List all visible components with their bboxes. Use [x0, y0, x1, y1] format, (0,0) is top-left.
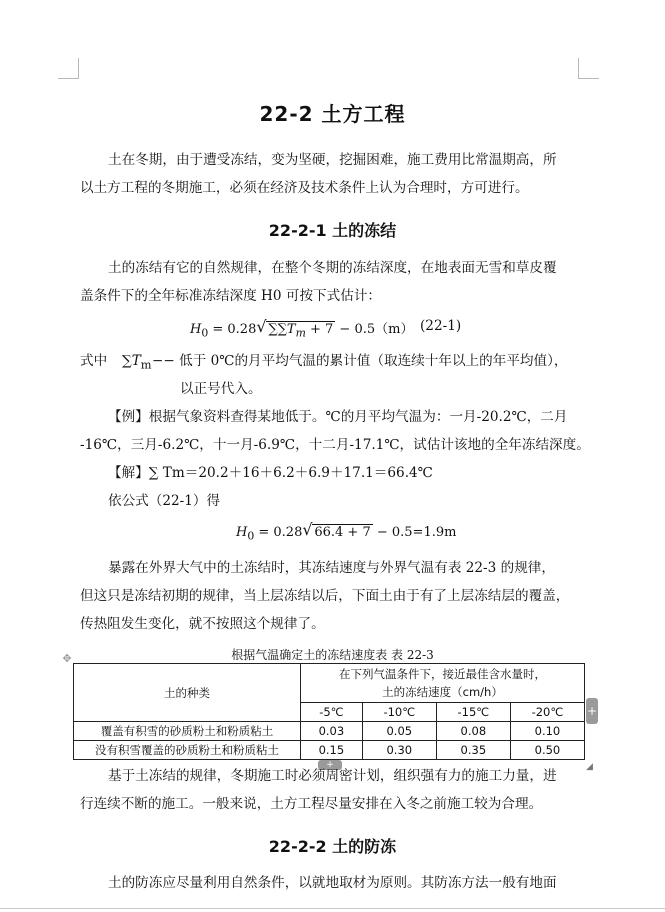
formula-number: (22-1) — [420, 318, 462, 334]
sec1-para2-line-2: 但这只是冻结初期的规律，当上层冻结以后，下面土由于有了上层冻结层的覆盖， — [80, 588, 570, 604]
where-description-2: 以正号代入。 — [180, 381, 262, 397]
sec1-para2-line-1: 暴露在外界大气中的土冻结时，其冻结速度与外界气温有表 22-3 的规律， — [108, 560, 555, 576]
table-cell-soil: 没有积雪覆盖的砂质粉土和粉质粘土 — [74, 741, 301, 760]
table-row — [74, 741, 585, 760]
section-heading-2: 22-2-2 土的防冻 — [268, 837, 397, 856]
table-cell: 0.08 — [436, 722, 510, 741]
table-cell: 0.15 — [301, 741, 363, 760]
table-header-group: 在下列气温条件下，接近最佳含水量时， 土的冻结速度（cm/h） — [301, 664, 585, 703]
section-heading-1: 22-2-1 土的冻结 — [268, 221, 397, 240]
example-line-2: -16℃，三月-6.2℃，十一月-6.9℃，十二月-17.1℃，试估计该地的全年冻结深度。 — [80, 437, 590, 453]
table-row — [74, 722, 585, 741]
freeze-speed-table — [73, 663, 585, 760]
formula-22-1: $H_0 = 0.28√$ $\sum\sum T_m + 7 - 0.5(m)$ — [190, 318, 413, 340]
crop-mark-top-left — [58, 58, 79, 79]
table-header-temp: -10℃ — [362, 703, 436, 722]
by-formula-line: 依公式（22-1）得 — [108, 493, 221, 509]
table-cell-soil: 覆盖有积雪的砂质粉土和粉质粘土 — [74, 722, 301, 741]
table-cell: 0.10 — [510, 722, 584, 741]
formula-result: $H_0 = 0.28√$ 66.4 + 7 − 0.5=1.9m — [236, 524, 456, 543]
where-symbol: $\sum T_m$ — [122, 353, 152, 372]
table-resize-handle-icon[interactable]: ◢ — [586, 762, 593, 772]
table-header-soil: 土的种类 — [74, 664, 301, 722]
where-description: −− 低于 0℃的月平均气温的累计值（取连续十年以上的年平均值）， — [152, 353, 568, 369]
table-cell: 0.03 — [301, 722, 363, 741]
example-line-1: 【例】根据气象资料查得某地低于。℃的月平均气温为：一月-20.2℃，二月 — [108, 409, 568, 425]
para3-line-2: 行连续不断的施工。一般来说，土方工程尽量安排在入冬之前施工较为合理。 — [80, 796, 543, 812]
add-column-button[interactable]: + — [586, 698, 598, 724]
sec1-para-line-2: 盖条件下的全年标准冻结深度 H0 可按下式估计： — [80, 288, 382, 304]
table-caption: 根据气温确定土的冻结速度表 表 22-3 — [231, 648, 434, 662]
page-title: 22-2 土方工程 — [259, 102, 406, 126]
table-cell: 0.35 — [436, 741, 510, 760]
intro-line-2: 以土方工程的冬期施工，必须在经济及技术条件上认为合理时，方可进行。 — [80, 180, 529, 196]
sec2-para-line-1: 土的防冻应尽量利用自然条件，以就地取材为原则。其防冻方法一般有地面 — [108, 875, 557, 891]
sec1-para-line-1: 土的冻结有它的自然规律，在整个冬期的冻结深度，在地表面无雪和草皮覆 — [108, 260, 557, 276]
table-cell: 0.05 — [362, 722, 436, 741]
sec1-para2-line-3: 传热阻发生变化，就不按照这个规律了。 — [80, 616, 325, 632]
table-header-temp: -15℃ — [436, 703, 510, 722]
intro-line-1: 土在冬期，由于遭受冻结，变为坚硬，挖掘困难，施工费用比常温期高，所 — [108, 152, 557, 168]
table-header-temp: -5℃ — [301, 703, 363, 722]
table-move-handle-icon[interactable]: ✥ — [62, 652, 72, 665]
add-row-button[interactable]: + — [318, 760, 342, 770]
page-bottom-edge — [0, 908, 665, 909]
table-cell: 0.30 — [362, 741, 436, 760]
where-lead: 式中 — [80, 353, 108, 369]
table-header-temp: -20℃ — [510, 703, 584, 722]
para3-line-1: 基于土冻结的规律，冬期施工时必须周密计划，组织强有力的施工力量，进 — [108, 768, 557, 784]
crop-mark-top-right — [578, 58, 599, 79]
solution-line: 【解】∑ Tm＝20.2＋16＋6.2＋6.9＋17.1＝66.4℃ — [108, 465, 433, 481]
table-cell: 0.50 — [510, 741, 584, 760]
